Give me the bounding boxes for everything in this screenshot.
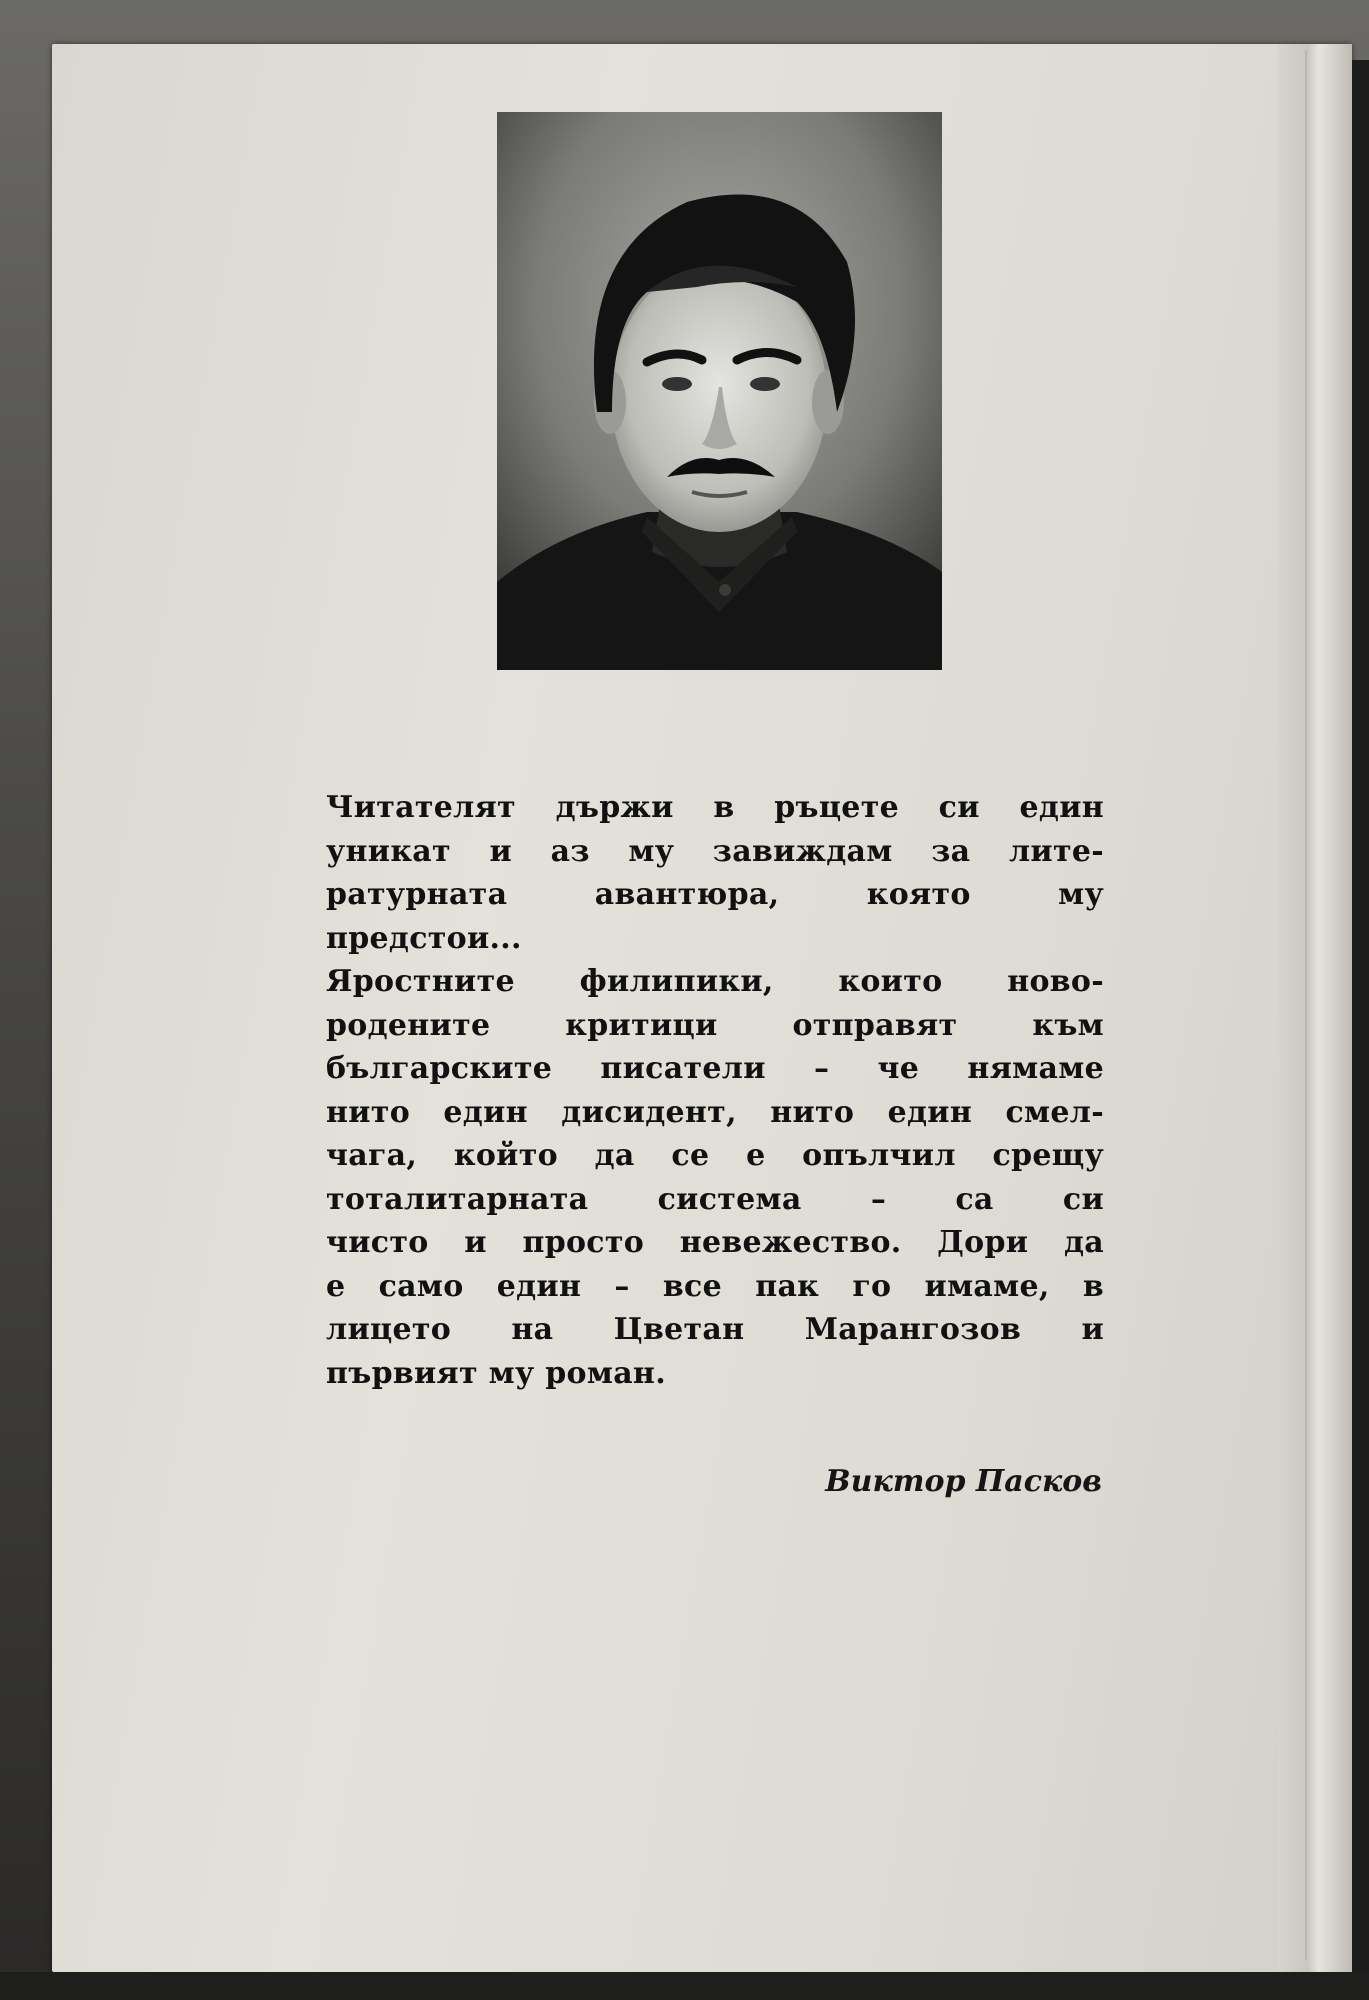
book-spine-edge [1278,44,1352,1972]
blurb-line: нито един дисидент, нито един смел- [326,1094,1104,1130]
blurb-line: тоталитарната система – са си [326,1181,1104,1217]
blurb-line: първият му роман. [326,1355,666,1391]
blurb-line: ратурната авантюра, която му [326,877,1104,912]
blurb-line: предстои... [326,920,522,956]
blurb-line: българските писатели – че нямаме [326,1051,1104,1086]
author-portrait-photo [497,112,942,670]
spine-fold-line [1305,50,1307,1960]
blurb-line: е само един – все пак го имаме, в [326,1268,1104,1304]
blurb-line: чага, който да се е опълчил срещу [326,1138,1104,1173]
blurb-line: Читателят държи в ръцете си един [326,790,1104,825]
portrait-illustration [497,112,942,670]
blurb-line: уникат и аз му завиждам за лите- [326,833,1104,869]
blurb-line: лицето на Цветан Марангозов и [326,1312,1104,1347]
bottom-shadow [0,1972,1369,2000]
blurb-line: чисто и просто невежество. Дори да [326,1225,1104,1260]
blurb-text [326,786,1104,1395]
blurb-line: родените критици отправят към [326,1007,1104,1043]
author-signature: Виктор Пасков [825,1464,1102,1499]
blurb-line: Яростните филипики, които ново- [326,964,1104,999]
dark-edge-right [1352,60,1369,2000]
